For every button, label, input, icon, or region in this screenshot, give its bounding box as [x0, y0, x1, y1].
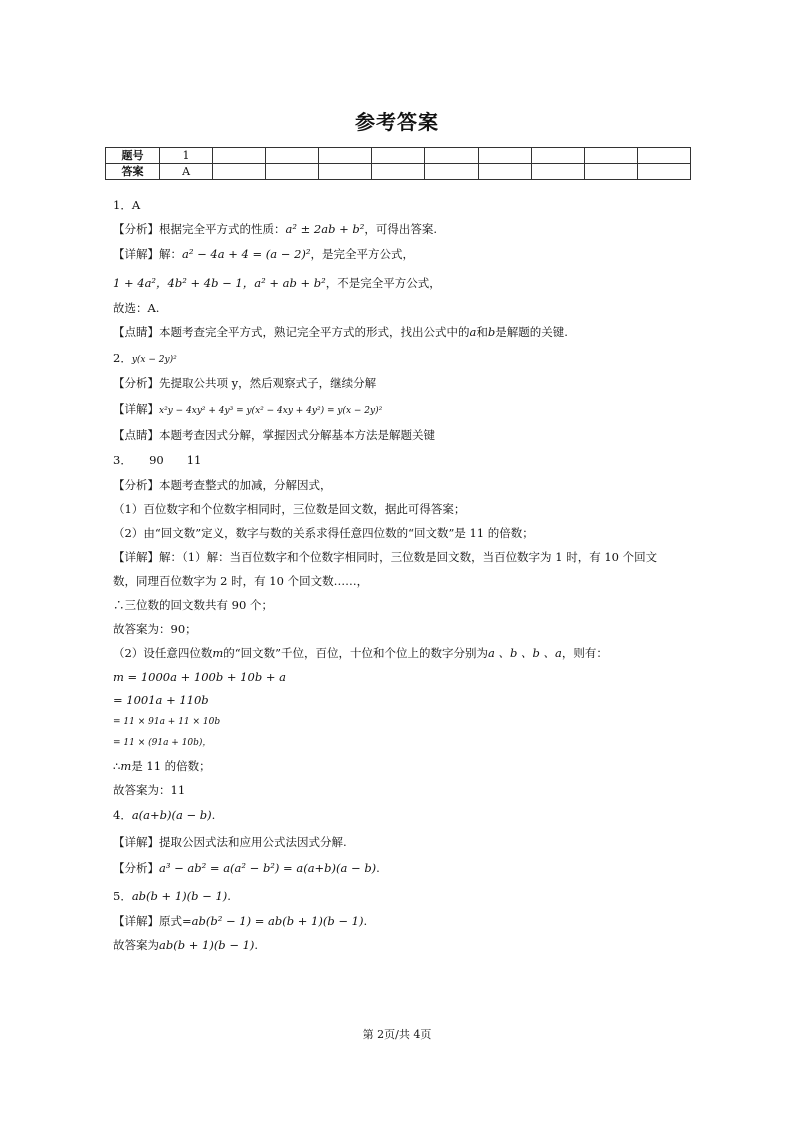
text: . [211, 808, 216, 822]
detail-3-conclusion [113, 758, 211, 774]
formula: ab(b + 1)(b − 1) [131, 889, 228, 903]
equation-step-4: = 11 × (91a + 10b)， [113, 738, 212, 748]
text: 和 [476, 325, 488, 339]
text: . [227, 889, 231, 903]
analysis-3: 【分析】本题考查整式的加减，分解因式， [113, 478, 332, 492]
analysis-3-part2: （2）由“回文数”定义，数字与数的关系求得任意四位数的“回文数”是 11 的倍数； [113, 526, 534, 540]
table-cell [531, 164, 584, 180]
page-title: 参考答案 [355, 110, 439, 134]
text: . [254, 938, 259, 952]
table-cell [425, 148, 478, 164]
text: 是解题的关键. [495, 325, 568, 339]
detail-1-cont [113, 275, 441, 291]
text: （2）设任意四位数 [113, 646, 213, 660]
formula: a(a+b)(a − b) [131, 808, 212, 822]
text: 4． [113, 808, 132, 822]
page-footer: 第 2页/共 4页 [362, 1028, 432, 1041]
table-cell [213, 148, 266, 164]
text: 【分析】根据完全平方式的性质： [113, 222, 286, 236]
table-row-number [106, 148, 691, 164]
detail-5 [113, 913, 367, 929]
table-cell [637, 148, 690, 164]
formula: a 、b 、b 、a [488, 646, 562, 660]
analysis-3-part1: （1）百位数字和个位数字相同时，三位数是回文数，据此可得答案； [113, 502, 466, 516]
table-cell [637, 164, 690, 180]
formula: m [212, 646, 224, 660]
choice-1: 故选：A. [113, 301, 160, 315]
table-cell: 1 [160, 148, 213, 164]
detail-2 [113, 401, 382, 419]
text: . [363, 914, 368, 928]
text: 5． [113, 889, 132, 903]
table-cell [584, 164, 637, 180]
formula: 1 + 4a²，4b² + 4b − 1，a² + ab + b² [113, 276, 326, 290]
analysis-2: 【分析】先提取公共项 y，然后观察式子，继续分解 [113, 376, 377, 390]
table-cell [372, 148, 425, 164]
table-cell [319, 148, 372, 164]
analysis-1 [113, 221, 437, 237]
table-cell [584, 148, 637, 164]
text: ，不是完全平方公式， [325, 276, 441, 290]
answer-1: 1．A [113, 198, 141, 212]
equation-step-1: m = 1000a + 100b + 10b + a [113, 670, 286, 684]
table-cell [266, 164, 319, 180]
answer-table [105, 147, 691, 180]
text: 是 11 的倍数； [131, 759, 211, 773]
text: 【详解】原式= [113, 914, 192, 928]
formula: y(x − 2y)² [131, 355, 177, 365]
text: 【分析】 [113, 861, 159, 875]
detail-3: 【详解】解：（1）解：当百位数字和个位数字相同时，三位数是回文数，当百位数字为 1 时，有 10 个回文 [113, 550, 658, 564]
text: 故答案为 [113, 938, 159, 952]
formula: x²y − 4xy² + 4y³ = y(x² − 4xy + 4y²) = y(x − 2y)² [159, 406, 383, 416]
formula: a² ± 2ab + b² [285, 222, 365, 236]
text: . [376, 861, 380, 875]
table-cell [478, 148, 531, 164]
text: 的“回文数”千位，百位，十位和个位上的数字分别为 [223, 646, 488, 660]
text: 2． [113, 351, 132, 365]
text: 【详解】 [113, 402, 159, 416]
equation-step-2: = 1001a + 110b [113, 693, 209, 707]
formula: b [487, 325, 496, 339]
formula: a [469, 325, 477, 339]
table-cell [425, 164, 478, 180]
detail-3-part2 [113, 645, 608, 661]
analysis-4 [113, 860, 380, 876]
detail-3-result: ∴三位数的回文数共有 90 个； [113, 598, 273, 612]
table-cell: A [160, 164, 213, 180]
table-header-number: 题号 [106, 148, 160, 164]
answer-5-final [113, 937, 258, 953]
text: ，可得出答案. [364, 222, 438, 236]
formula: a³ − ab² = a(a² − b²) = a(a+b)(a − b) [159, 861, 377, 875]
text: ∴ [113, 759, 121, 773]
table-cell [213, 164, 266, 180]
detail-4: 【详解】提取公因式法和应用公式法因式分解. [113, 835, 347, 849]
detail-3-answer2: 故答案为：11 [113, 783, 186, 797]
text: 【点睛】本题考查完全平方式，熟记完全平方式的形式，找出公式中的 [113, 325, 470, 339]
formula: ab(b + 1)(b − 1) [159, 938, 255, 952]
table-row-answer [106, 164, 691, 180]
formula: ab(b² − 1) = ab(b + 1)(b − 1) [191, 914, 364, 928]
detail-3-answer1: 故答案为：90； [113, 622, 197, 636]
answer-3: 3． 90 11 [113, 453, 202, 467]
table-cell [319, 164, 372, 180]
text: ，则有： [561, 646, 608, 660]
formula: a² − 4a + 4 = (a − 2)² [182, 247, 311, 261]
answer-5 [113, 888, 231, 904]
answer-2 [113, 350, 177, 368]
table-cell [266, 148, 319, 164]
table-cell [478, 164, 531, 180]
text: 【详解】解： [113, 247, 182, 261]
equation-step-3: = 11 × 91a + 11 × 10b [113, 717, 221, 727]
text: ，是完全平方公式， [310, 247, 414, 261]
formula: m [120, 759, 132, 773]
table-cell [531, 148, 584, 164]
comment-1 [113, 324, 568, 340]
comment-2: 【点睛】本题考查因式分解，掌握因式分解基本方法是解题关键 [113, 428, 435, 442]
table-cell [372, 164, 425, 180]
table-header-answer: 答案 [106, 164, 160, 180]
detail-1 [113, 246, 414, 262]
detail-3-cont: 数，同理百位数字为 2 时，有 10 个回文数……， [113, 574, 369, 588]
answer-4 [113, 807, 215, 823]
